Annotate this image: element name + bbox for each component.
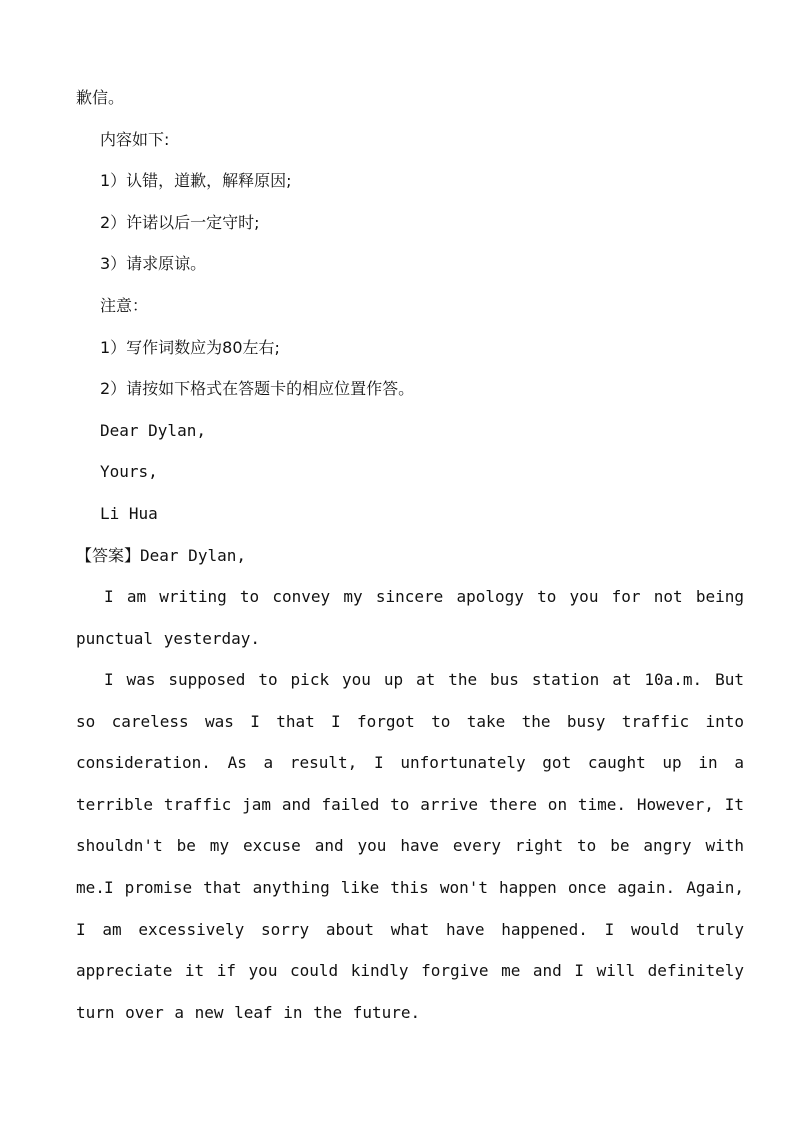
answer-paragraph-text: I was supposed to pick you up at the bus station at 10a.m. But so careless was I that I forgot to take the busy traffic into consideration. As a result, I unfortunately got caught up in a terrible traffic jam and failed to arrive there on time. However, It shouldn't be my excuse and you have every right to be angry with me. — [76, 670, 744, 897]
answer-paragraph — [76, 867, 744, 1033]
format-signature: Li Hua — [100, 504, 158, 523]
format-closing: Yours, — [100, 462, 158, 481]
answer-paragraph-text: I am writing to convey my sincere apology to you for not being punctual yesterday. — [76, 587, 744, 648]
format-salutation: Dear Dylan, — [100, 421, 206, 440]
content-item: 2）许诺以后一定守时; — [100, 213, 260, 232]
answer-header — [76, 546, 246, 566]
prompt-continuation: 歉信。 — [76, 88, 125, 107]
notes-heading: 注意： — [100, 296, 149, 315]
answer-paragraph-text: I promise that anything like this won't happen once again. Again, I am excessively sorry about what have happened. I would truly appreciate it if you could kindly forgive me and I will definitely turn over a new leaf in the future. — [76, 878, 744, 1022]
note-item: 1）写作词数应为80左右; — [100, 338, 280, 357]
note-item: 2）请按如下格式在答题卡的相应位置作答。 — [100, 379, 415, 398]
content-item: 3）请求原谅。 — [100, 254, 207, 273]
answer-paragraph — [76, 576, 744, 659]
answer-salutation: Dear Dylan, — [140, 546, 246, 565]
content-heading: 内容如下: — [100, 130, 170, 149]
content-item: 1）认错，道歉，解释原因; — [100, 171, 292, 190]
answer-label: 【答案】 — [76, 546, 141, 565]
